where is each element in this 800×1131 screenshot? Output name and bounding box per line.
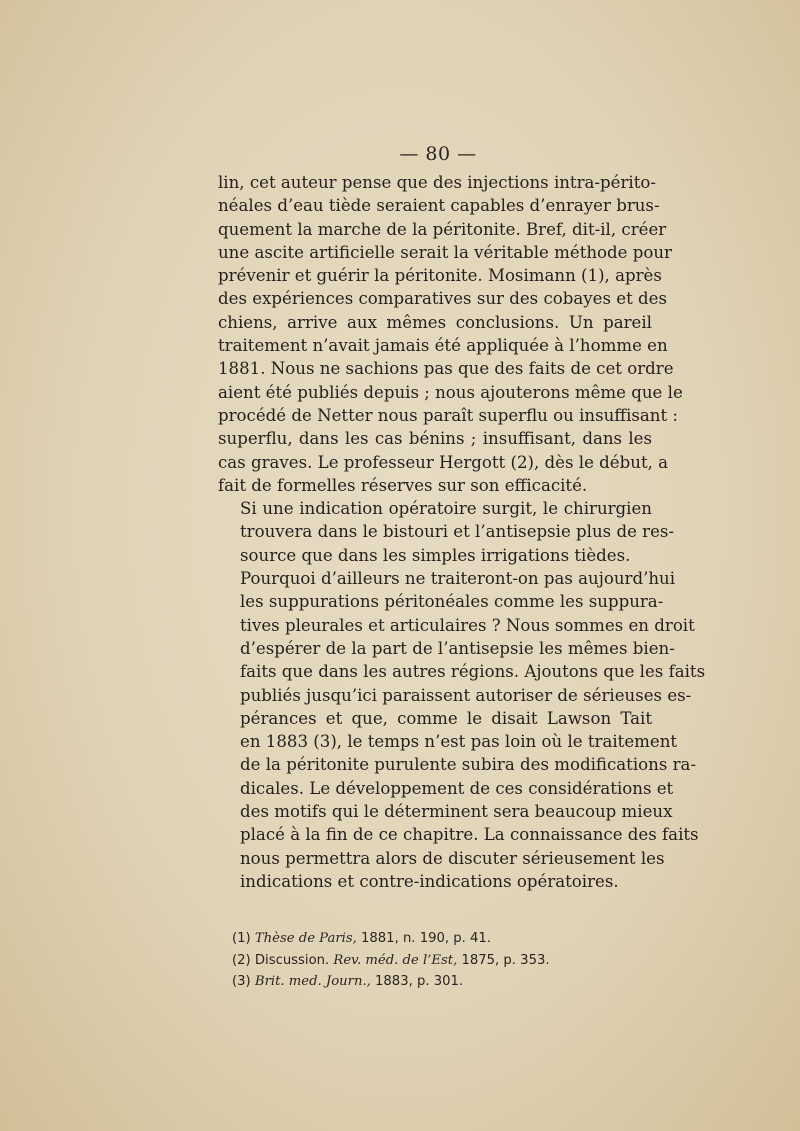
footnotes <box>232 928 652 993</box>
paragraph <box>218 497 675 567</box>
footnote-citation-title: Rev. méd. de l’Est, <box>333 952 458 968</box>
text-line: prévenir et guérir la péritonite. Mosimann (1), après <box>218 266 662 286</box>
text-line: dicales. Le développement de ces considérations et <box>240 778 674 798</box>
text-line: source que dans les simples irrigations tièdes. <box>240 545 631 565</box>
text-line: procédé de Netter nous paraît superflu ou insuffisant : <box>218 405 679 425</box>
text-line: en 1883 (3), le temps n’est pas loin où le traitement <box>240 732 678 752</box>
footnote-number: (2) <box>232 952 251 968</box>
text-line: indications et contre-indications opératoires. <box>240 871 619 891</box>
text-line: une ascite artificielle serait la véritable méthode pour <box>218 242 672 262</box>
footnote <box>232 950 652 972</box>
text-line: Si une indication opératoire surgit, le chirurgien <box>240 499 652 519</box>
text-line: traitement n’avait jamais été appliquée à l’homme en <box>218 336 668 356</box>
footnote-citation-detail: 1881, n. 190, p. 41. <box>356 931 491 946</box>
text-line: pérances et que, comme le disait Lawson Tait <box>240 708 652 728</box>
footnote-prefix: Discussion. <box>250 952 334 968</box>
footnote <box>232 928 652 950</box>
text-line: 1881. Nous ne sachions pas que des faits de cet ordre <box>218 359 674 379</box>
text-line: Pourquoi d’ailleurs ne traiteront-on pas aujourd’hui <box>240 569 676 589</box>
page-number: — 80 — <box>399 143 477 165</box>
text-line: publiés jusqu’ici paraissent autoriser de sérieuses es- <box>240 685 692 705</box>
text-line: d’espérer de la part de l’antisepsie les mêmes bien- <box>240 638 675 658</box>
text-line: fait de formelles réserves sur son efficacité. <box>218 475 588 495</box>
text-line: les suppurations péritonéales comme les suppura- <box>240 592 664 612</box>
text-line: néales d’eau tiède seraient capables d’enrayer brus- <box>218 196 660 216</box>
body-text <box>218 171 706 893</box>
text-line: faits que dans les autres régions. Ajoutons que les faits <box>240 662 706 682</box>
paragraph <box>218 567 706 893</box>
footnote-citation-detail: 1883, p. 301. <box>370 974 464 989</box>
footnote-number: (3) <box>232 974 251 989</box>
text-line: nous permettra alors de discuter sérieusement les <box>240 848 665 868</box>
text-line: chiens, arrive aux mêmes conclusions. Un pareil <box>218 312 652 332</box>
text-line: superflu, dans les cas bénins ; insuffisant, dans les <box>218 429 652 449</box>
text-line: des expériences comparatives sur des cobayes et des <box>218 289 667 309</box>
text-line: tives pleurales et articulaires ? Nous sommes en droit <box>240 615 695 635</box>
footnote-citation-title: Thèse de Paris, <box>254 931 357 946</box>
footnote <box>232 971 652 993</box>
text-line: aient été publiés depuis ; nous ajouterons même que le <box>218 382 683 402</box>
paragraph <box>218 171 683 497</box>
text-line: trouvera dans le bistouri et l’antisepsie plus de res- <box>240 522 675 542</box>
text-line: cas graves. Le professeur Hergott (2), dès le début, a <box>218 452 669 472</box>
text-line: des motifs qui le déterminent sera beaucoup mieux <box>240 802 673 822</box>
footnote-citation-title: Brit. med. Journ., <box>254 974 371 989</box>
text-line: placé à la fin de ce chapitre. La connaissance des faits <box>240 825 699 845</box>
text-line: quement la marche de la péritonite. Bref, dit-il, créer <box>218 219 667 239</box>
footnote-citation-detail: 1875, p. 353. <box>457 952 550 968</box>
footnote-number: (1) <box>232 931 251 946</box>
text-line: lin, cet auteur pense que des injections intra-périto- <box>218 173 656 192</box>
text-line: de la péritonite purulente subira des modifications ra- <box>240 755 697 775</box>
